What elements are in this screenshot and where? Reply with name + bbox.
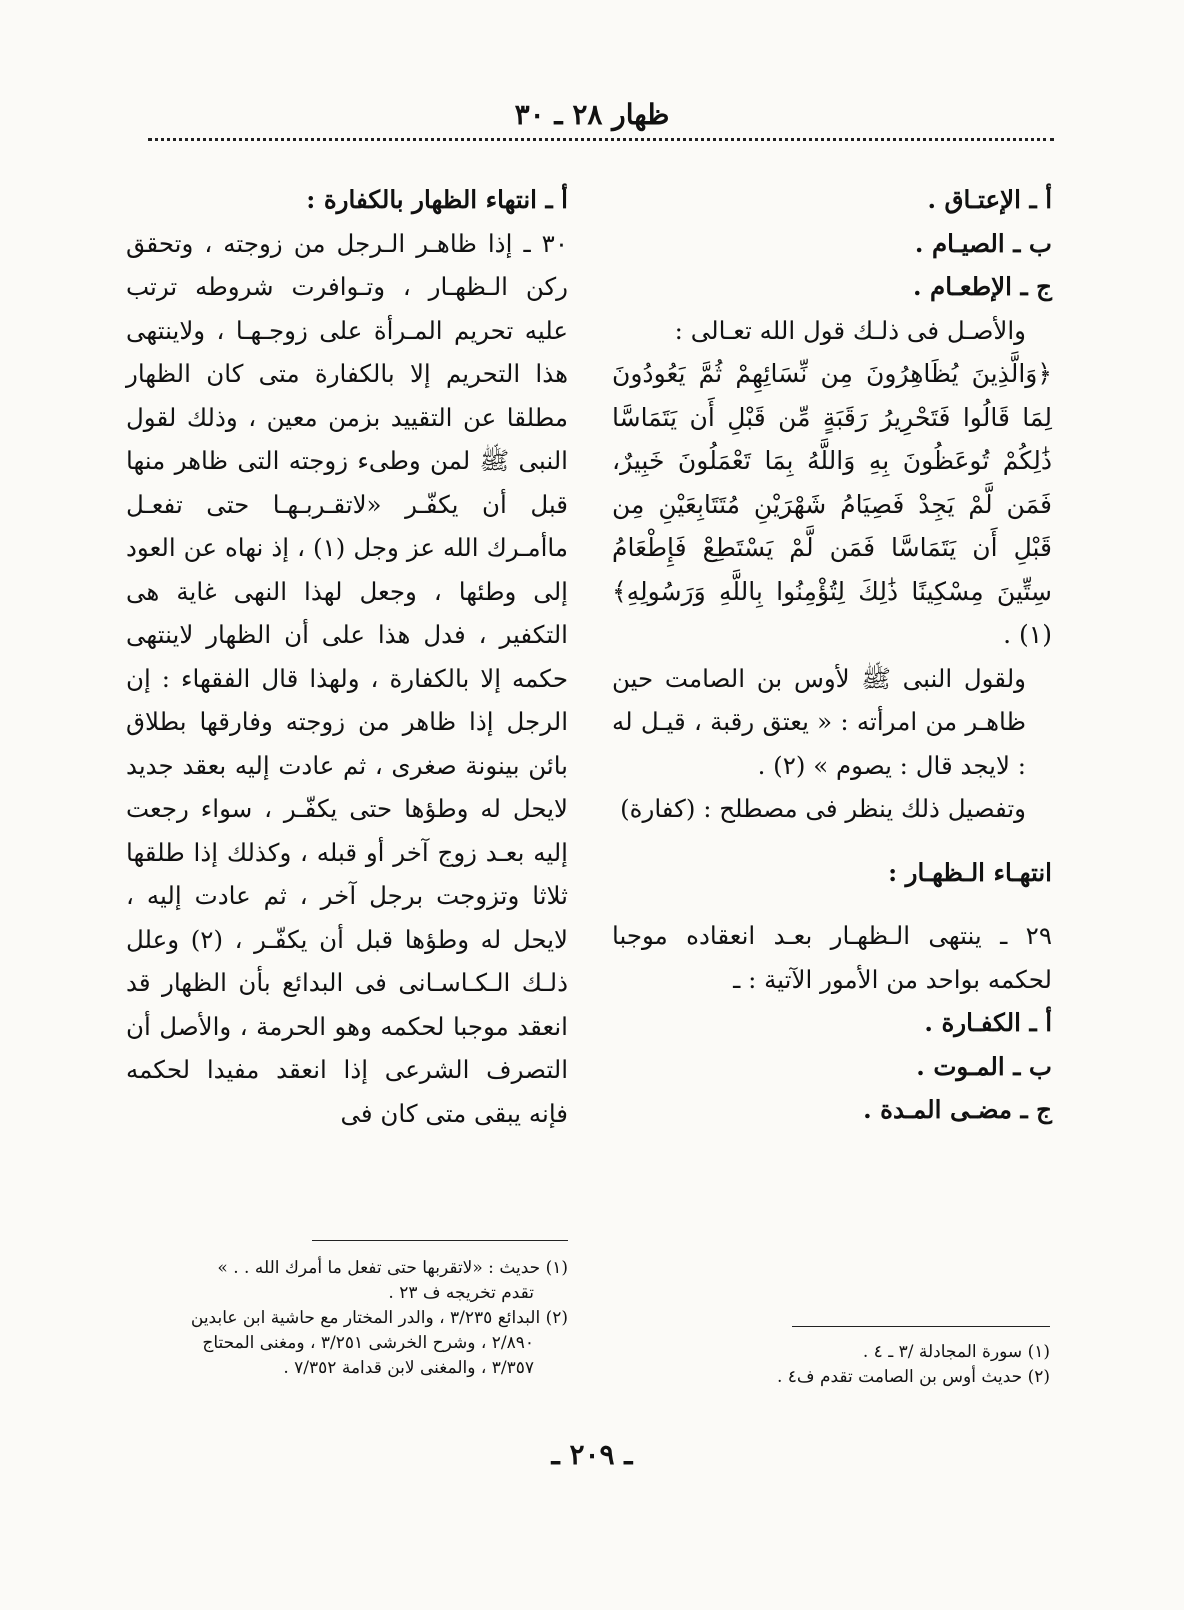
section-heading: أ ـ انتهاء الظهار بالكفارة : <box>306 185 568 214</box>
section-heading: انتهـاء الـظهـار : <box>888 857 1052 887</box>
spacer <box>612 831 1052 851</box>
footnote-continuation: تقدم تخريجه ف ٢٣ . <box>388 1283 534 1303</box>
footnote: (١) حديث : «لاتقربها حتى تفعل ما أمرك الله . . » <box>217 1258 568 1278</box>
quran-verse: ﴿وَالَّذِينَ يُظَاهِرُونَ مِن نِّسَائِهِمْ ثُمَّ يَعُودُونَ لِمَا قَالُوا فَتَحْرِيرُ رَقَبَةٍ مِّن قَبْلِ أَن يَتَمَاسَّا ذَٰلِكُمْ تُوعَظُونَ بِهِ وَاللَّهُ بِمَا تَعْمَلُونَ خَبِيرٌ، فَمَن لَّمْ يَجِدْ فَصِيَامُ شَهْرَيْنِ مُتَتَابِعَيْنِ مِن قَبْلِ أَن يَتَمَاسَّا فَمَن لَّمْ يَسْتَطِعْ فَإِطْعَامُ سِتِّينَ مِسْكِينًا ذَٰلِكَ لِتُؤْمِنُوا بِاللَّهِ وَرَسُولِهِ﴾ (١) . <box>612 359 1052 649</box>
right-column <box>612 178 1052 1132</box>
list-item: ج ـ الإطعـام . <box>912 272 1052 301</box>
list-item: ب ـ الصيـام . <box>914 228 1052 258</box>
footnote-continuation: ٣/٣٥٧ ، والمغنى لابن قدامة ٧/٣٥٢ . <box>283 1358 534 1378</box>
running-header: ظهار ٢٨ ـ ٣٠ <box>514 98 670 131</box>
footnote: (٢) حديث أوس بن الصامت تقدم ف٤ . <box>776 1367 1050 1387</box>
paragraph-29: ٢٩ ـ ينتهى الـظهـار بعـد انعقاده موجبا لحكمه بواحد من الأمور الآتية : ـ <box>612 921 1052 994</box>
list-item: أ ـ الكفـارة . <box>924 1008 1052 1037</box>
paragraph-detail: وتفصيل ذلك ينظر فى مصطلح : (كفارة) <box>620 794 1026 823</box>
footnotes-left <box>112 1256 568 1381</box>
footnotes-right <box>612 1340 1050 1390</box>
list-item: أ ـ الإعتـاق . <box>927 185 1052 214</box>
footnote-rule-right <box>792 1326 1050 1327</box>
footnote-rule-left <box>312 1240 568 1241</box>
left-column <box>126 178 568 1135</box>
page-number: ـ ٢٠٩ ـ <box>551 1438 633 1471</box>
paragraph-hadith: ولقول النبى ﷺ لأوس بن الصامت حين ظاهـر من امرأته : « يعتق رقبة ، قيـل له : لايجد قال : يصوم » (٢) . <box>612 663 1026 780</box>
spacer <box>612 894 1052 914</box>
header-dotted-rule <box>148 138 1054 141</box>
footnote: (١) سورة المجادلة /٣ ـ ٤ . <box>862 1342 1050 1362</box>
footnote-continuation: ٢/٨٩٠ ، وشرح الخرشى ٣/٢٥١ ، ومغنى المحتاج <box>202 1333 534 1353</box>
footnote: (٢) البدائع ٣/٢٣٥ ، والدر المختار مع حاشية ابن عابدين <box>190 1308 568 1328</box>
paragraph-30: ٣٠ ـ إذا ظاهـر الـرجل من زوجته ، وتحقق ركن الـظهـار ، وتـوافرت شروطه ترتب عليه تحريم المـرأة على زوجـهـا ، ولاينتهى هذا التحريم إلا بالكفارة متى كان الظهار مطلقا عن التقييد بزمن معين ، وذلك لقول النبى ﷺ لمن وطىء زوجته التى ظاهر منها قبل أن يكفّـر «لاتقـربـهـا حتى تفعـل ماأمـرك الله عز وجل (١) ، إذ نهاه عن العود إلى وطئها ، وجعل لهذا النهى غاية هى التكفير ، فدل هذا على أن الظهار لاينتهى حكمه إلا بالكفارة ، ولهذا قال الفقهاء : إن الرجل إذا ظاهر من زوجته وفارقها بطلاق بائن بينونة صغرى ، ثم عادت إليه بعقد جديد لايحل له وطؤها حتى يكفّـر ، سواء رجعت إليه بعـد زوج آخر أو قبله ، وكذلك إذا طلقها ثلاثا وتزوجت برجل آخر ، ثم عادت إليه ، لايحل له وطؤها قبل أن يكفّـر ، (٢) وعلل ذلـك الـكـاسـانى فى البدائع بأن الظهار قد انعقد موجبا لحكمه وهو الحرمة ، والأصل أن التصرف الشرعى إذا انعقد مفيدا لحكمه فإنه يبقى متى كان فى <box>126 228 568 1128</box>
list-item: ب ـ المـوت . <box>916 1051 1052 1081</box>
list-item: ج ـ مضـى المـدة . <box>863 1095 1052 1124</box>
paragraph-intro: والأصـل فى ذلـك قول الله تعـالى : <box>674 315 1026 345</box>
